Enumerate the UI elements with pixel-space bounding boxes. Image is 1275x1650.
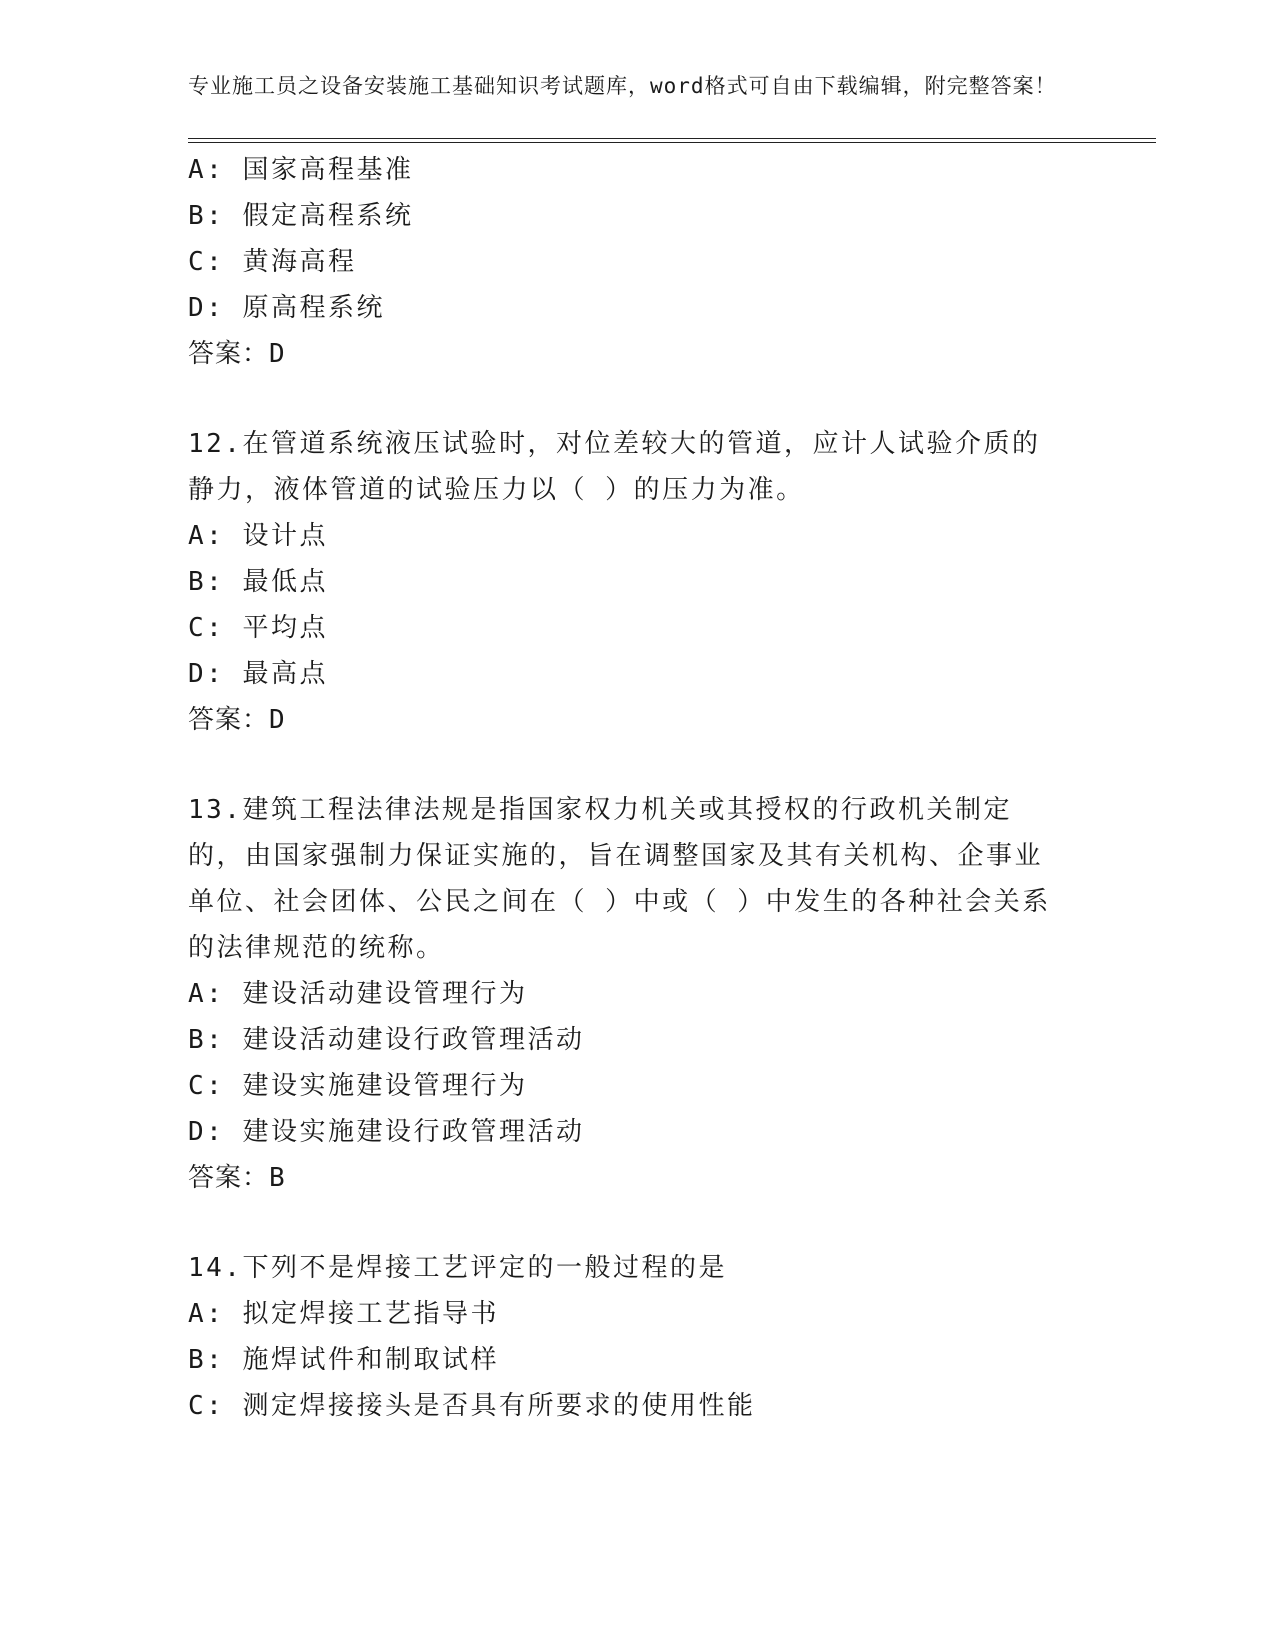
- option-a: A: 设计点: [188, 521, 328, 551]
- document-page: [188, 70, 1148, 1429]
- question-block-14: [188, 1245, 1148, 1429]
- answer-line: 答案：B: [188, 1163, 286, 1193]
- option-a: A: 国家高程基准: [188, 155, 414, 185]
- option-c: C: 建设实施建设管理行为: [188, 1071, 528, 1101]
- question-block-12: [188, 421, 1148, 743]
- question-text: 12.在管道系统液压试验时，对位差较大的管道，应计人试验介质的静力，液体管道的试验压力以（ ）的压力为准。: [188, 429, 1041, 505]
- block-spacer: [188, 377, 1148, 421]
- option-d: D: 建设实施建设行政管理活动: [188, 1117, 585, 1147]
- question-block-11: [188, 147, 1148, 377]
- option-c: C: 测定焊接接头是否具有所要求的使用性能: [188, 1391, 756, 1421]
- option-b: B: 最低点: [188, 567, 328, 597]
- option-b: B: 建设活动建设行政管理活动: [188, 1025, 585, 1055]
- question-text: 14.下列不是焊接工艺评定的一般过程的是: [188, 1253, 727, 1283]
- option-d: D: 最高点: [188, 659, 328, 689]
- option-d: D: 原高程系统: [188, 293, 385, 323]
- block-spacer: [188, 1201, 1148, 1245]
- option-a: A: 建设活动建设管理行为: [188, 979, 528, 1009]
- option-c: C: 平均点: [188, 613, 328, 643]
- option-b: B: 施焊试件和制取试样: [188, 1345, 499, 1375]
- block-spacer: [188, 743, 1148, 787]
- question-block-13: [188, 787, 1148, 1201]
- answer-line: 答案：D: [188, 705, 286, 735]
- question-text: 13.建筑工程法律法规是指国家权力机关或其授权的行政机关制定的，由国家强制力保证实施的，旨在调整国家及其有关机构、企事业单位、社会团体、公民之间在（ ）中或（ ）中发生的各种社会关系的法律规范的统称。: [188, 795, 1051, 963]
- header-divider: [188, 138, 1156, 143]
- option-c: C: 黄海高程: [188, 247, 357, 277]
- answer-line: 答案：D: [188, 339, 286, 369]
- option-b: B: 假定高程系统: [188, 201, 414, 231]
- document-header: 专业施工员之设备安装施工基础知识考试题库，word格式可自由下载编辑，附完整答案！: [188, 74, 1057, 98]
- option-a: A: 拟定焊接工艺指导书: [188, 1299, 499, 1329]
